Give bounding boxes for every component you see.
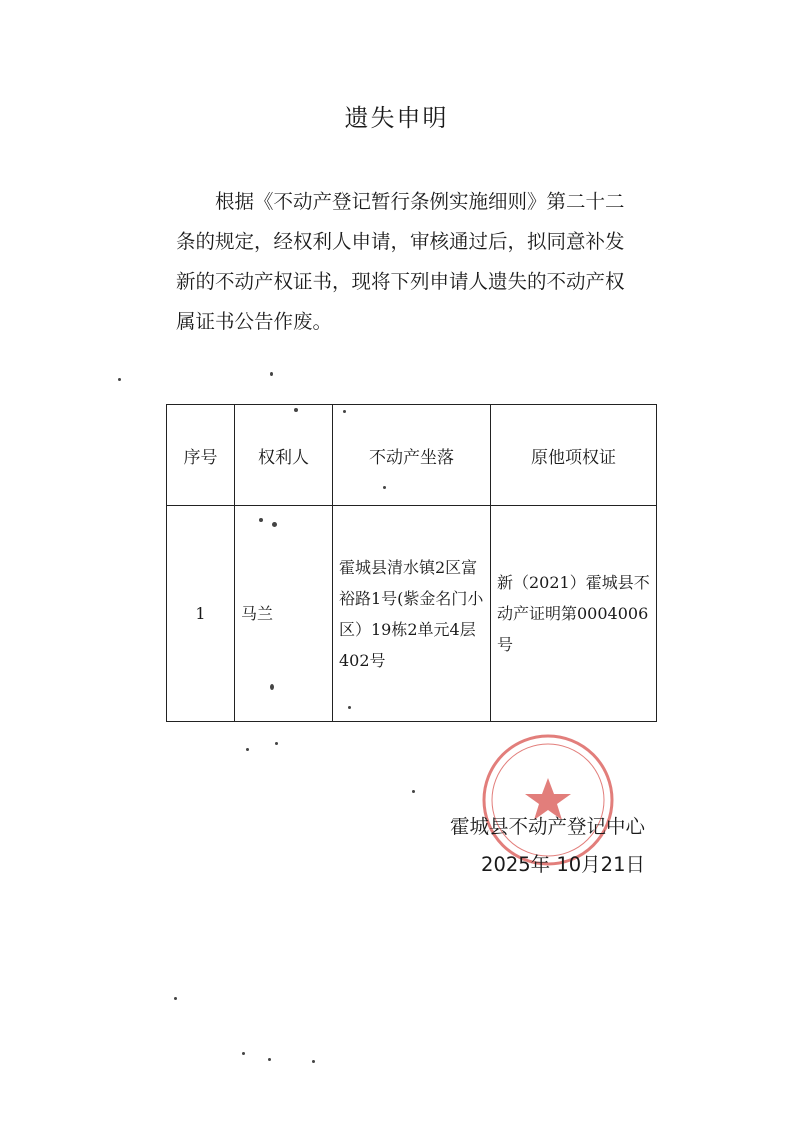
- cell-certificate: 新（2021）霍城县不动产证明第0004006号: [491, 506, 657, 722]
- scan-speck: [343, 410, 346, 413]
- paragraph-line: 条的规定，经权利人申请，审核通过后，拟同意补发: [176, 230, 625, 253]
- paragraph-line: 新的不动产权证书，现将下列申请人遗失的不动产权: [176, 270, 625, 293]
- paragraph-line: 根据《不动产登记暂行条例实施细则》第二十二: [215, 190, 625, 213]
- notice-paragraph: [176, 182, 666, 342]
- paragraph-line: 属证书公告作废。: [176, 310, 333, 333]
- scan-speck: [242, 1052, 245, 1055]
- scan-speck: [246, 748, 249, 751]
- issue-date: 2025年 10月21日: [481, 853, 645, 876]
- cell-holder: 马兰: [235, 506, 333, 722]
- header-certificate: 原他项权证: [491, 405, 657, 506]
- header-location: 不动产坐落: [333, 405, 491, 506]
- scan-speck: [272, 522, 277, 527]
- scan-speck: [174, 997, 177, 1000]
- scan-speck: [259, 518, 263, 522]
- header-holder: 权利人: [235, 405, 333, 506]
- cell-location: 霍城县清水镇2区富裕路1号(紫金名门小区）19栋2单元4层402号: [333, 506, 491, 722]
- scan-speck: [270, 372, 273, 376]
- scan-speck: [348, 706, 351, 709]
- table-row: [167, 506, 657, 722]
- page-title: 遗失申明: [344, 104, 449, 132]
- table-header-row: [167, 405, 657, 506]
- scan-speck: [118, 378, 121, 381]
- signature-block: [450, 808, 645, 884]
- issuing-organization: 霍城县不动产登记中心: [449, 815, 645, 838]
- scan-speck: [275, 742, 278, 745]
- header-index: 序号: [167, 405, 235, 506]
- scan-speck: [412, 790, 415, 793]
- cell-index: 1: [167, 506, 235, 722]
- scan-speck: [383, 486, 386, 489]
- scan-speck: [294, 408, 298, 412]
- scan-speck: [312, 1060, 315, 1063]
- scan-speck: [268, 1058, 271, 1061]
- void-certificate-table: [166, 404, 657, 722]
- scan-speck: [270, 684, 274, 690]
